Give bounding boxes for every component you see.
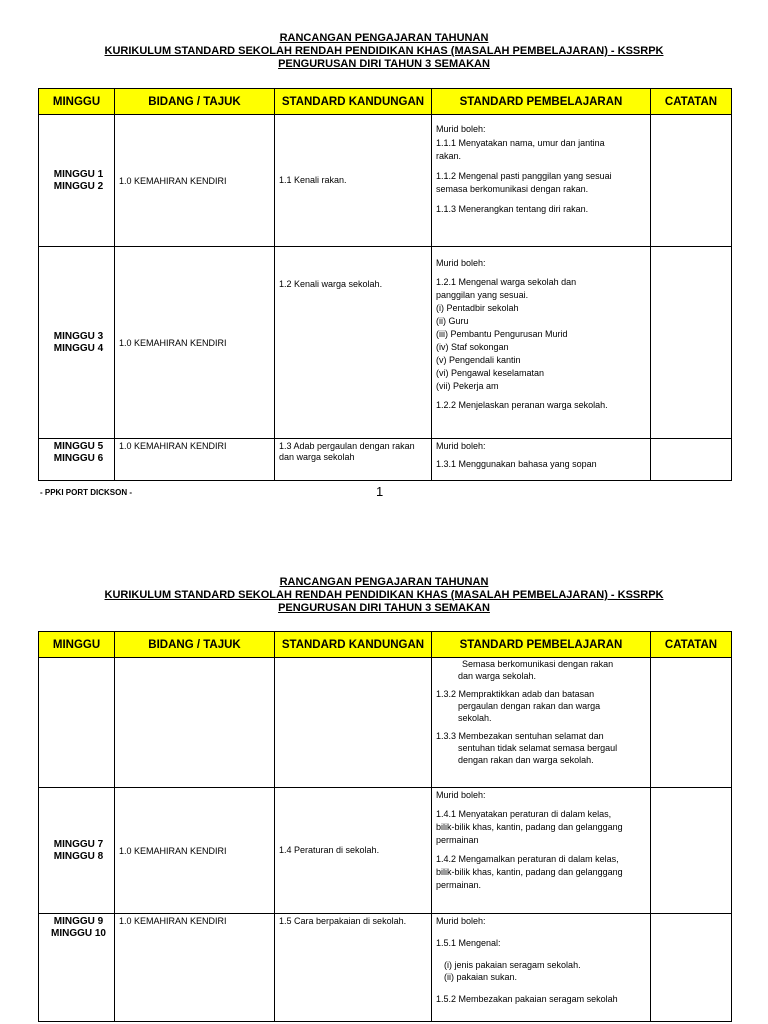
- text-line: bilik-bilik khas, kantin, padang dan gelanggang: [436, 822, 623, 832]
- line-gap: [436, 927, 646, 937]
- column-header-kandungan: STANDARD KANDUNGAN: [275, 89, 432, 115]
- column-header-catatan: CATATAN: [651, 632, 732, 658]
- catatan-cell: [651, 115, 732, 247]
- text-line: 1.2.2 Menjelaskan peranan warga sekolah.: [436, 400, 608, 410]
- bidang-cell: 1.0 KEMAHIRAN KENDIRI: [115, 247, 275, 439]
- pembelajaran-cell: [432, 788, 651, 914]
- bidang-cell: 1.0 KEMAHIRAN KENDIRI: [115, 115, 275, 247]
- text-line: (iv) Staf sokongan: [436, 342, 509, 352]
- bidang-cell: 1.0 KEMAHIRAN KENDIRI: [115, 914, 275, 1022]
- catatan-cell: [651, 914, 732, 1022]
- minggu-cell: [39, 788, 115, 914]
- minggu-cell: [39, 658, 115, 788]
- minggu-cell: [39, 115, 115, 247]
- document-subtitle: KURIKULUM STANDARD SEKOLAH RENDAH PENDIDIKAN KHAS (MASALAH PEMBELAJARAN) - KSSRPK: [104, 589, 664, 601]
- page-header: [0, 32, 768, 71]
- text-line: 1.3.2 Mempraktikkan adab dan batasan: [436, 689, 595, 699]
- footer-school: - PPKI PORT DICKSON -: [40, 488, 133, 497]
- text-line: semasa berkomunikasi dengan rakan.: [436, 184, 589, 194]
- week-label: MINGGU 2: [53, 180, 104, 192]
- kandungan-cell: [275, 658, 432, 788]
- column-header-bidang: BIDANG / TAJUK: [115, 632, 275, 658]
- text-line: Murid boleh:: [436, 441, 486, 451]
- text-line: (v) Pengendali kantin: [436, 355, 521, 365]
- kandungan-cell: 1.3 Adab pergaulan dengan rakan dan warga sekolah: [275, 439, 432, 481]
- minggu-cell: [39, 914, 115, 1022]
- bidang-cell: [115, 658, 275, 788]
- document-title: RANCANGAN PENGAJARAN TAHUNAN: [279, 576, 489, 588]
- text-line: (ii) Guru: [436, 316, 469, 326]
- pembelajaran-cell: [432, 247, 651, 439]
- catatan-cell: [651, 247, 732, 439]
- catatan-cell: [651, 658, 732, 788]
- text-line: 1.4.2 Mengamalkan peraturan di dalam kelas,: [436, 854, 619, 864]
- text-line: (iii) Pembantu Pengurusan Murid: [436, 329, 568, 339]
- column-header-pembelajaran: STANDARD PEMBELAJARAN: [432, 632, 651, 658]
- text-line: (vii) Pekerja am: [436, 381, 499, 391]
- pembelajaran-cell: [432, 439, 651, 481]
- text-line: 1.5.2 Membezakan pakaian seragam sekolah: [436, 994, 618, 1004]
- document-subject: PENGURUSAN DIRI TAHUN 3 SEMAKAN: [278, 58, 490, 70]
- week-label: MINGGU 4: [53, 342, 104, 354]
- pembelajaran-cell: [432, 658, 651, 788]
- pembelajaran-cell: [432, 914, 651, 1022]
- text-line: rakan.: [436, 151, 462, 161]
- week-label: MINGGU 7: [53, 838, 104, 850]
- document-subject: PENGURUSAN DIRI TAHUN 3 SEMAKAN: [278, 602, 490, 614]
- text-line: (i) jenis pakaian seragam sekolah.: [444, 960, 581, 970]
- text-line: (i) Pentadbir sekolah: [436, 303, 519, 313]
- lesson-plan-table: [38, 631, 732, 1022]
- text-line: 1.1.1 Menyatakan nama, umur dan jantina: [436, 137, 605, 148]
- kandungan-cell: 1.5 Cara berpakaian di sekolah.: [275, 914, 432, 1022]
- text-line: Murid boleh:: [436, 916, 486, 926]
- table-header-row: [39, 632, 732, 658]
- minggu-cell: [39, 439, 115, 481]
- table-row: [39, 247, 732, 439]
- table-row: [39, 914, 732, 1022]
- page-number: 1: [376, 484, 384, 499]
- column-header-catatan: CATATAN: [651, 89, 732, 115]
- text-line: 1.5.1 Mengenal:: [436, 938, 501, 948]
- text-line: 1.1.2 Mengenal pasti panggilan yang sesuai: [436, 170, 612, 181]
- text-line: dan warga sekolah.: [458, 671, 537, 681]
- text-line: permainan.: [436, 880, 482, 890]
- page-header: [0, 576, 768, 615]
- text-line: Semasa berkomunikasi dengan rakan: [462, 659, 614, 669]
- week-label: MINGGU 3: [53, 330, 104, 342]
- text-line: Murid boleh:: [436, 258, 486, 268]
- minggu-cell: [39, 247, 115, 439]
- column-header-bidang: BIDANG / TAJUK: [115, 89, 275, 115]
- column-header-kandungan: STANDARD KANDUNGAN: [275, 632, 432, 658]
- table-row: [39, 658, 732, 788]
- text-line: panggilan yang sesuai.: [436, 290, 529, 300]
- lesson-plan-table: [38, 88, 732, 481]
- catatan-cell: [651, 788, 732, 914]
- text-line: bilik-bilik khas, kantin, padang dan gelanggang: [436, 867, 623, 877]
- bidang-cell: 1.0 KEMAHIRAN KENDIRI: [115, 788, 275, 914]
- document-page-2: [0, 560, 768, 1024]
- week-label: MINGGU 5: [53, 441, 104, 452]
- catatan-cell: [651, 439, 732, 481]
- week-label: MINGGU 8: [53, 850, 104, 862]
- pembelajaran-cell: [432, 115, 651, 247]
- text-line: (vi) Pengawal keselamatan: [436, 368, 545, 378]
- text-line: 1.1.3 Menerangkan tentang diri rakan.: [436, 203, 589, 214]
- text-line: Murid boleh:: [436, 790, 486, 800]
- text-line: sekolah.: [458, 713, 492, 723]
- kandungan-cell: 1.1 Kenali rakan.: [275, 115, 432, 247]
- week-label: MINGGU 10: [50, 928, 106, 939]
- week-label: MINGGU 1: [53, 168, 104, 180]
- line-gap: [436, 949, 646, 959]
- column-header-pembelajaran: STANDARD PEMBELAJARAN: [432, 89, 651, 115]
- week-label: MINGGU 6: [53, 453, 104, 464]
- column-header-minggu: MINGGU: [39, 632, 115, 658]
- bidang-cell: 1.0 KEMAHIRAN KENDIRI: [115, 439, 275, 481]
- document-title: RANCANGAN PENGAJARAN TAHUNAN: [279, 32, 489, 44]
- table-row: [39, 115, 732, 247]
- text-line: 1.2.1 Mengenal warga sekolah dan: [436, 277, 577, 287]
- text-line: dengan rakan dan warga sekolah.: [458, 755, 594, 765]
- text-line: sentuhan tidak selamat semasa bergaul: [458, 743, 618, 753]
- text-line: permainan: [436, 835, 479, 845]
- text-line: 1.3.3 Membezakan sentuhan selamat dan: [436, 731, 604, 741]
- document-subtitle: KURIKULUM STANDARD SEKOLAH RENDAH PENDIDIKAN KHAS (MASALAH PEMBELAJARAN) - KSSRPK: [104, 45, 664, 57]
- column-header-minggu: MINGGU: [39, 89, 115, 115]
- table-header-row: [39, 89, 732, 115]
- week-label: MINGGU 9: [53, 916, 104, 927]
- table-row: [39, 788, 732, 914]
- table-row: [39, 439, 732, 481]
- text-line: (ii) pakaian sukan.: [444, 972, 518, 982]
- text-line: pergaulan dengan rakan dan warga: [458, 701, 601, 711]
- kandungan-cell: 1.4 Peraturan di sekolah.: [275, 788, 432, 914]
- text-line: 1.4.1 Menyatakan peraturan di dalam kelas,: [436, 809, 612, 819]
- text-line: 1.3.1 Menggunakan bahasa yang sopan: [436, 459, 597, 469]
- text-line: Murid boleh:: [436, 124, 486, 134]
- line-gap: [436, 983, 646, 993]
- kandungan-cell: 1.2 Kenali warga sekolah.: [275, 247, 432, 439]
